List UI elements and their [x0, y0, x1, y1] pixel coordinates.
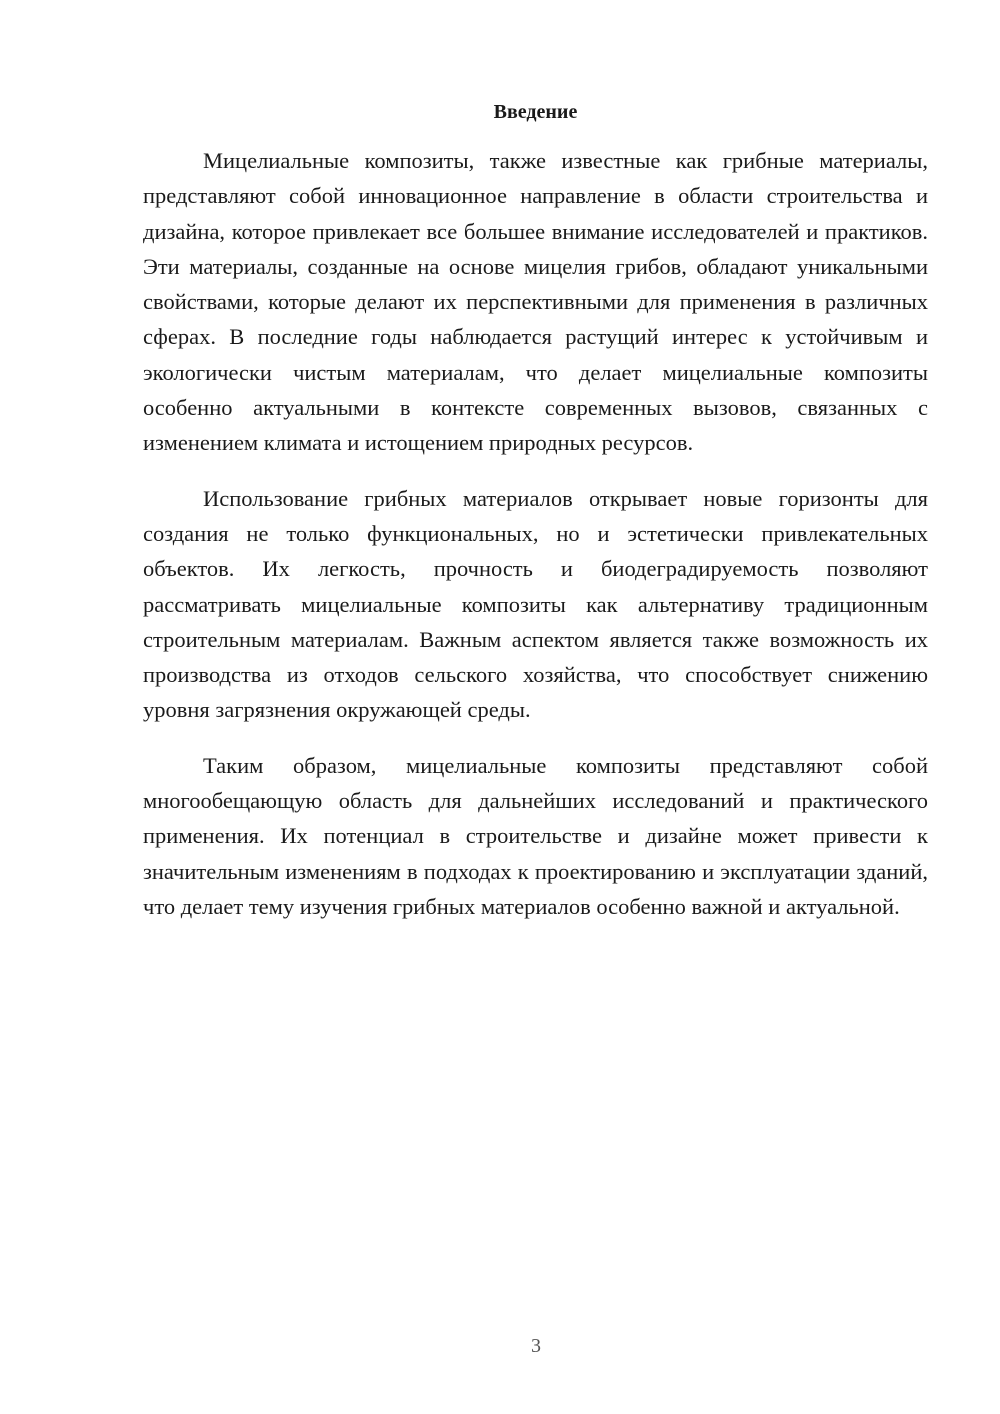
section-title: Введение — [493, 101, 578, 123]
paragraph-2: Использование грибных материалов открывает новые горизонты для создания не только функциональных, но и эстетически привлекательных объектов. Их легкость, прочность и биодеградируемость позволяют рассматривать мицелиальные композиты как альтернативу традиционным строительным материалам. Важным аспектом является также возможность их производства из отходов сельского хозяйства, что способствует снижению уровня загрязнения окружающей среды. — [143, 485, 928, 723]
paragraph-1: Мицелиальные композиты, также известные как грибные материалы, представляют собой инновационное направление в области строительства и дизайна, которое привлекает все большее внимание исследователей и практиков. Эти материалы, созданные на основе мицелия грибов, обладают уникальными свойствами, которые делают их перспективными для применения в различных сферах. В последние годы наблюдается растущий интерес к устойчивым и экологически чистым материалам, что делает мицелиальные композиты особенно актуальными в контексте современных вызовов, связанных с изменением климата и истощением природных ресурсов. — [143, 148, 928, 456]
page-number: 3 — [531, 1335, 541, 1357]
body-text — [143, 143, 928, 944]
paragraph-3: Таким образом, мицелиальные композиты представляют собой многообещающую область для дальнейших исследований и практического применения. Их потенциал в строительстве и дизайне может привести к значительным изменениям в подходах к проектированию и эксплуатации зданий, что делает тему изучения грибных материалов особенно важной и актуальной. — [143, 752, 928, 919]
